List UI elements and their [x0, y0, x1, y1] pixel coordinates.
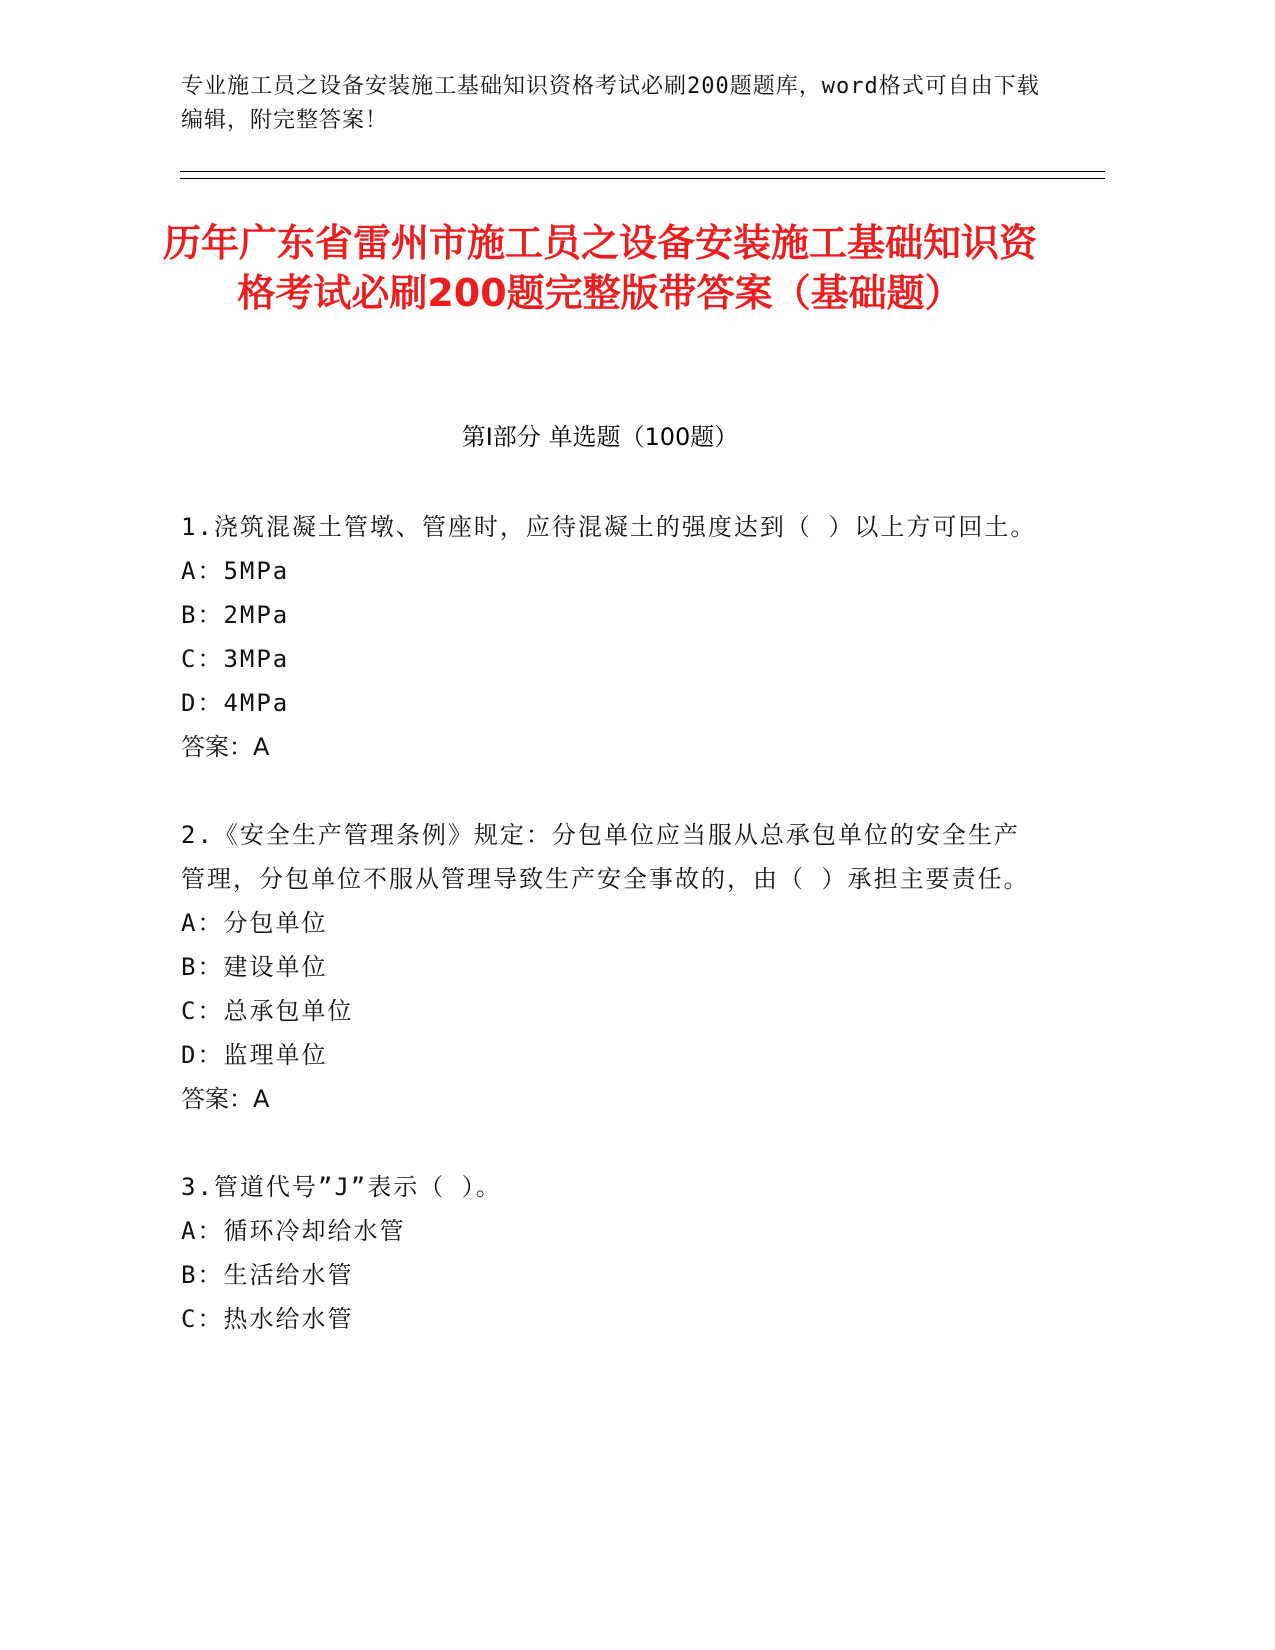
- header-divider-thick: [180, 171, 1105, 172]
- option-a: A：分包单位: [181, 909, 328, 937]
- question-3: [181, 1165, 1041, 1341]
- question-1: [181, 505, 1041, 769]
- option-b: B：生活给水管: [181, 1261, 354, 1289]
- question-2: [181, 813, 1041, 1121]
- option-c: C：3MPa: [181, 645, 290, 673]
- option-a: A：循环冷却给水管: [181, 1217, 406, 1245]
- question-stem: 3.管道代号”J”表示（ ）。: [181, 1173, 502, 1201]
- option-b: B：2MPa: [181, 601, 290, 629]
- question-stem: 2.《安全生产管理条例》规定：分包单位应当服从总承包单位的安全生产管理，分包单位不服从管理导致生产安全事故的，由（ ）承担主要责任。: [181, 821, 1030, 893]
- question-stem: 1.浇筑混凝土管墩、管座时，应待混凝土的强度达到（ ）以上方可回土。: [181, 513, 1037, 541]
- option-d: D：4MPa: [181, 689, 290, 717]
- answer-line: 答案：A: [181, 733, 270, 761]
- header-note: 专业施工员之设备安装施工基础知识资格考试必刷200题题库，word格式可自由下载编辑，附完整答案！: [181, 74, 1040, 133]
- option-b: B：建设单位: [181, 953, 328, 981]
- header-divider-thin: [180, 178, 1105, 179]
- section-title: 第Ⅰ部分 单选题（100题）: [461, 423, 739, 451]
- question-list: [181, 505, 1041, 1385]
- option-c: C：总承包单位: [181, 997, 354, 1025]
- option-d: D：监理单位: [181, 1041, 328, 1069]
- document-title: 历年广东省雷州市施工员之设备安装施工基础知识资格考试必刷200题完整版带答案（基础题）: [162, 221, 1037, 315]
- option-c: C：热水给水管: [181, 1305, 354, 1333]
- answer-line: 答案：A: [181, 1085, 270, 1113]
- option-a: A：5MPa: [181, 557, 290, 585]
